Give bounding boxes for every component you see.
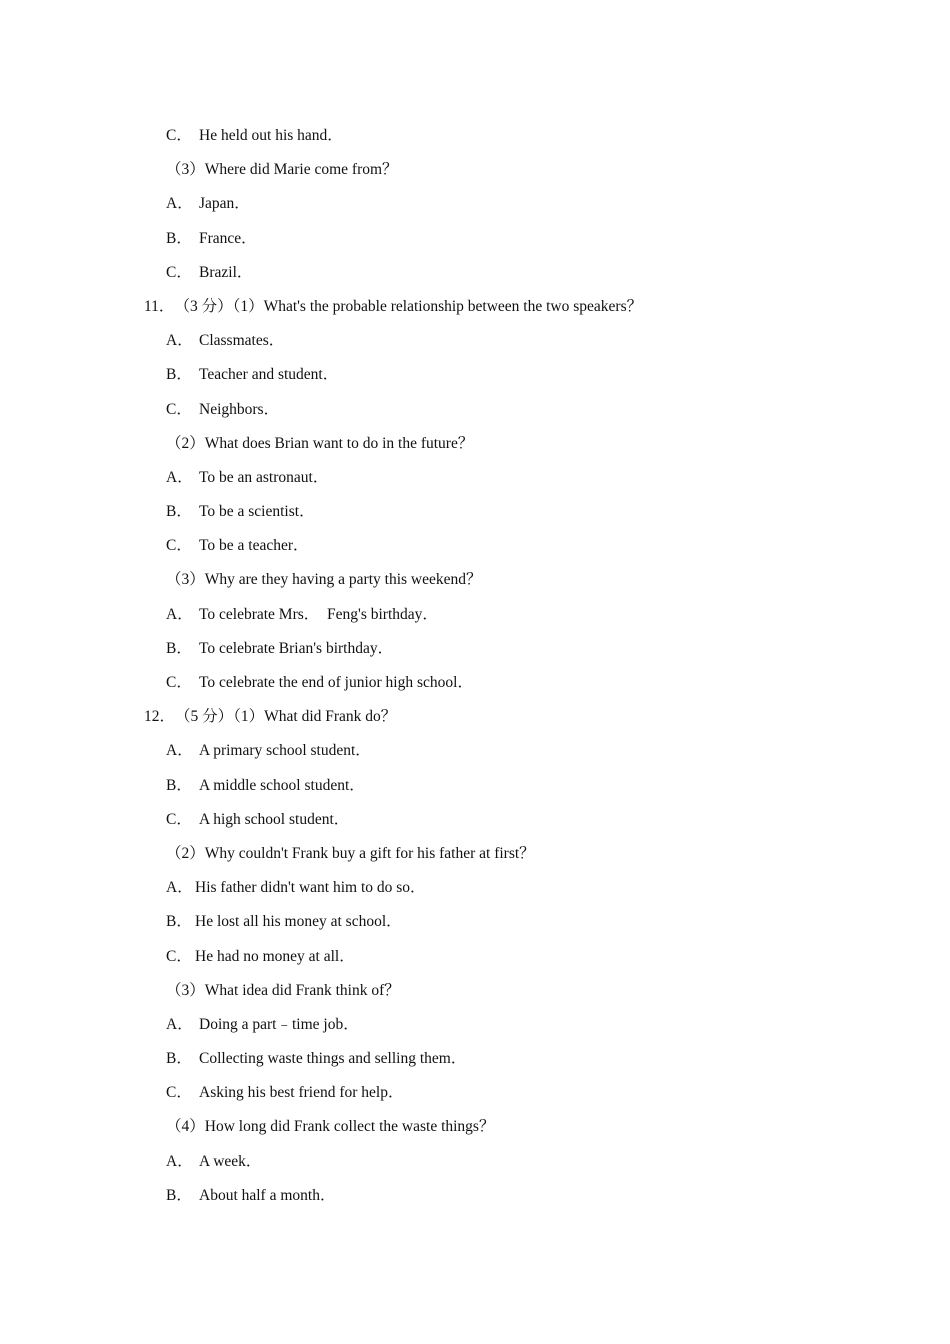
option-text: Doing a part﹣time job． <box>199 1015 359 1033</box>
answer-option <box>0 1184 950 1218</box>
option-text: He lost all his money at school． <box>195 913 402 931</box>
answer-option <box>0 398 950 432</box>
option-letter: A． <box>166 605 193 623</box>
answer-option <box>0 671 950 705</box>
answer-option <box>0 1013 950 1047</box>
sub-question-text: （2）What does Brian want to do in the future？ <box>166 434 474 452</box>
option-text: Classmates． <box>199 332 285 350</box>
option-letter: A． <box>166 468 193 486</box>
option-letter: A． <box>166 1152 193 1170</box>
option-text: Asking his best friend for help． <box>199 1084 404 1102</box>
answer-option <box>0 227 950 261</box>
answer-option <box>0 774 950 808</box>
option-letter: A． <box>166 1015 193 1033</box>
sub-question-text: （3）Where did Marie come from？ <box>166 161 398 179</box>
answer-option <box>0 1081 950 1115</box>
answer-option <box>0 945 950 979</box>
question-text: （5 分）（1）What did Frank do？ <box>175 708 397 726</box>
option-letter: C． <box>166 127 192 144</box>
answer-option <box>0 466 950 500</box>
option-text: About half a month． <box>199 1186 336 1204</box>
sub-question <box>0 432 950 466</box>
answer-option <box>0 637 950 671</box>
answer-option <box>0 1150 950 1184</box>
sub-question-text: （4）How long did Frank collect the waste things？ <box>166 1118 495 1136</box>
option-letter: B． <box>166 639 192 657</box>
option-text: Brazil． <box>199 263 253 281</box>
answer-option <box>0 124 950 158</box>
option-letter: C． <box>166 1084 192 1102</box>
sub-question <box>0 158 950 192</box>
option-letter: C． <box>166 263 192 281</box>
option-text: To celebrate Brian's birthday． <box>199 639 394 657</box>
answer-option <box>0 500 950 534</box>
option-text: A middle school student． <box>199 776 365 794</box>
option-letter: C． <box>166 400 192 418</box>
answer-option <box>0 192 950 226</box>
option-letter: B． <box>166 1186 192 1204</box>
answer-option <box>0 808 950 842</box>
option-letter: B． <box>166 503 192 521</box>
sub-question <box>0 1115 950 1149</box>
option-letter: A． <box>166 879 193 897</box>
sub-question-text: （3）What idea did Frank think of？ <box>166 981 400 999</box>
sub-question <box>0 979 950 1013</box>
option-text: His father didn't want him to do so． <box>195 879 426 897</box>
answer-option <box>0 739 950 773</box>
option-letter: C． <box>166 810 192 828</box>
option-text: To celebrate Mrs． Feng's birthday． <box>199 605 438 623</box>
answer-option <box>0 910 950 944</box>
answer-option <box>0 534 950 568</box>
answer-option <box>0 603 950 637</box>
option-text: To be a scientist． <box>199 503 315 521</box>
option-letter: A． <box>166 195 193 213</box>
sub-question-text: （3）Why are they having a party this weekend？ <box>166 571 482 589</box>
option-letter: C． <box>166 674 192 691</box>
option-letter: B． <box>166 913 192 931</box>
question-number: 11． <box>144 297 175 315</box>
answer-option <box>0 1047 950 1081</box>
option-text: A week． <box>199 1152 262 1170</box>
answer-option <box>0 363 950 397</box>
option-text: Teacher and student． <box>199 366 339 384</box>
option-letter: B． <box>166 1050 192 1068</box>
question-heading <box>0 295 950 329</box>
option-text: Japan． <box>199 195 250 213</box>
question-heading <box>0 705 950 739</box>
option-letter: C． <box>166 537 192 555</box>
option-text: He had no money at all． <box>195 947 355 965</box>
option-text: To celebrate the end of junior high school． <box>199 674 473 691</box>
option-letter: A． <box>166 742 193 760</box>
option-text: To be an astronaut． <box>199 468 329 486</box>
sub-question-text: （2）Why couldn't Frank buy a gift for his father at first？ <box>166 844 535 862</box>
option-letter: B． <box>166 366 192 384</box>
option-text: France． <box>199 229 257 247</box>
answer-option <box>0 329 950 363</box>
option-text: A high school student． <box>199 810 350 828</box>
option-letter: B． <box>166 776 192 794</box>
option-letter: A． <box>166 332 193 350</box>
sub-question <box>0 842 950 876</box>
option-text: To be a teacher． <box>199 537 309 555</box>
option-text: Neighbors． <box>199 400 280 418</box>
question-number: 12． <box>144 708 176 726</box>
answer-option <box>0 876 950 910</box>
question-text: （3 分）（1）What's the probable relationship between the two speakers？ <box>174 297 643 315</box>
option-letter: C． <box>166 947 192 965</box>
sub-question <box>0 568 950 602</box>
question-list <box>0 124 950 1218</box>
option-letter: B． <box>166 229 192 247</box>
option-text: A primary school student． <box>199 742 371 760</box>
option-text: Collecting waste things and selling them． <box>199 1050 467 1068</box>
option-text: He held out his hand． <box>199 127 343 144</box>
answer-option <box>0 261 950 295</box>
